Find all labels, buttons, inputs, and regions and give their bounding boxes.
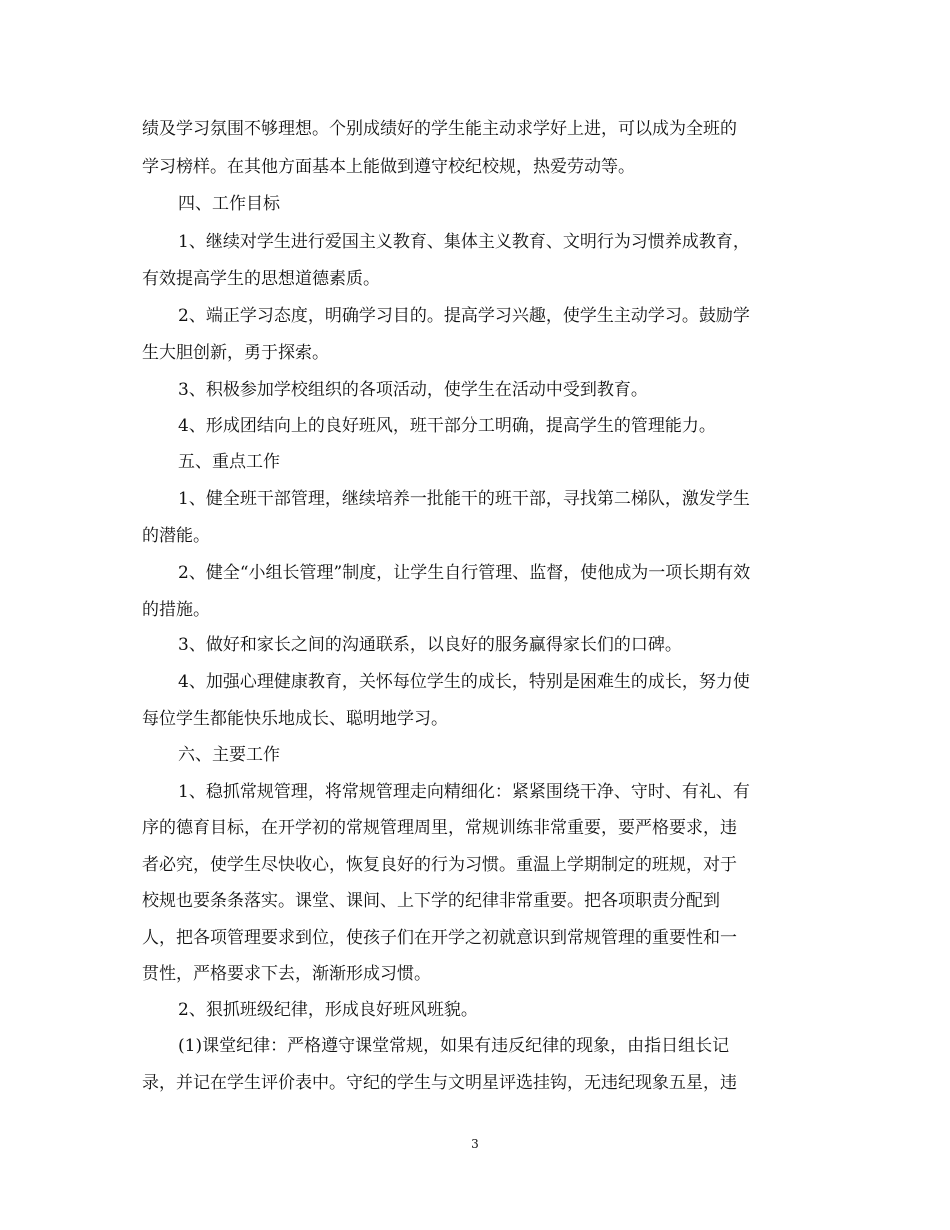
- text-line: 2、健全“小组长管理”制度，让学生自行管理、监督，使他成为一项长期有效: [178, 563, 751, 583]
- text-line: 2、狠抓班级纪律，形成良好班风班貌。: [178, 1000, 478, 1020]
- text-line: 学习榜样。在其他方面基本上能做到遵守校纪校规，热爱劳动等。: [142, 157, 635, 177]
- text-line: 1、健全班干部管理，继续培养一批能干的班干部，寻找第二梯队，激发学生: [178, 489, 750, 509]
- text-line: 者必究，使学生尽快收心，恢复良好的行为习惯。重温上学期制定的班规，对于: [142, 855, 737, 875]
- page-number: 3: [471, 1137, 479, 1151]
- text-line: 有效提高学生的思想道德素质。: [142, 269, 380, 289]
- text-line: 4、加强心理健康教育，关怀每位学生的成长，特别是困难生的成长，努力使: [178, 672, 750, 692]
- section-heading: 五、重点工作: [178, 452, 280, 472]
- text-line: 录，并记在学生评价表中。守纪的学生与文明星评选挂钩，无违纪现象五星，违: [142, 1073, 737, 1093]
- text-line: 每位学生都能快乐地成长、聪明地学习。: [142, 709, 448, 729]
- text-line: 的潜能。: [142, 526, 210, 546]
- text-line: (1)课堂纪律：严格遵守课堂常规，如果有违反纪律的现象，由指日组长记: [178, 1036, 730, 1056]
- section-heading: 六、主要工作: [178, 745, 280, 765]
- section-heading: 四、工作目标: [178, 194, 280, 214]
- text-line: 校规也要条条落实。课堂、课间、上下学的纪律非常重要。把各项职责分配到: [142, 891, 720, 911]
- text-line: 的措施。: [142, 600, 210, 620]
- text-line: 3、积极参加学校组织的各项活动，使学生在活动中受到教育。: [178, 380, 648, 400]
- text-line: 2、端正学习态度，明确学习目的。提高学习兴趣，使学生主动学习。鼓励学: [178, 306, 750, 326]
- text-line: 绩及学习氛围不够理想。个别成绩好的学生能主动求学好上进，可以成为全班的: [142, 119, 737, 139]
- text-line: 生大胆创新，勇于探索。: [142, 343, 329, 363]
- text-line: 1、继续对学生进行爱国主义教育、集体主义教育、文明行为习惯养成教育，: [178, 232, 750, 252]
- text-line: 4、形成团结向上的良好班风，班干部分工明确，提高学生的管理能力。: [178, 416, 716, 436]
- text-line: 序的德育目标，在开学初的常规管理周里，常规训练非常重要，要严格要求，违: [142, 818, 737, 838]
- text-line: 1、稳抓常规管理，将常规管理走向精细化：紧紧围绕干净、守时、有礼、有: [178, 782, 750, 802]
- text-line: 人，把各项管理要求到位，使孩子们在开学之初就意识到常规管理的重要性和一: [142, 928, 737, 948]
- text-line: 贯性，严格要求下去，渐渐形成习惯。: [142, 964, 431, 984]
- text-line: 3、做好和家长之间的沟通联系，以良好的服务赢得家长们的口碑。: [178, 635, 682, 655]
